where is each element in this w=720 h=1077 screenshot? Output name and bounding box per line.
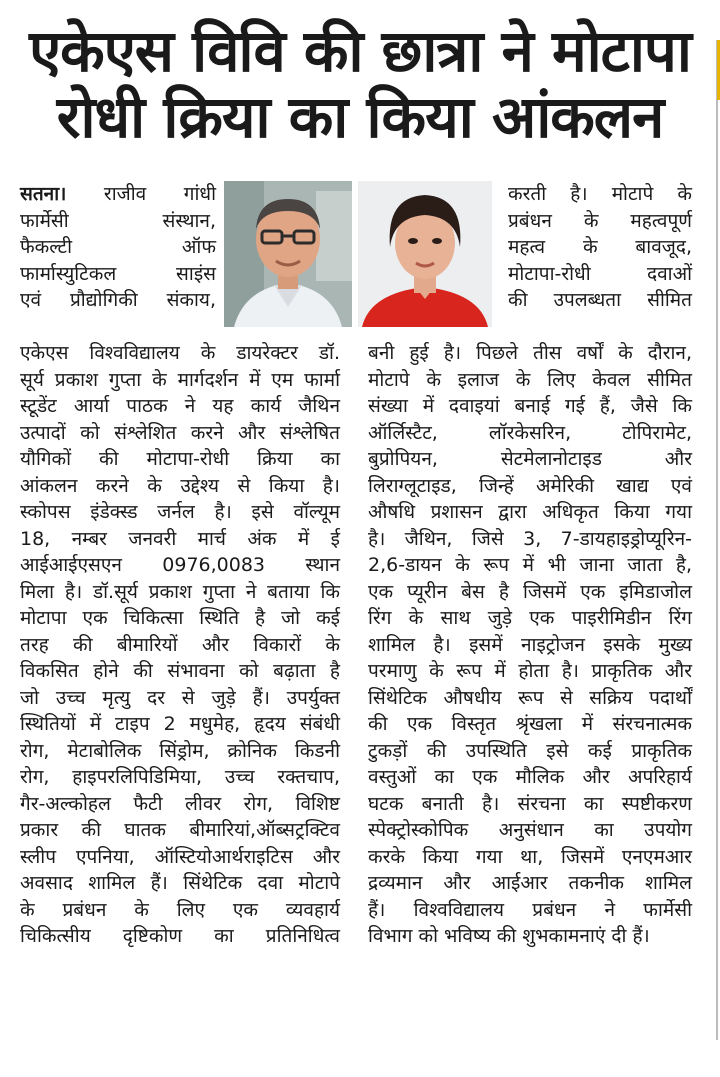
text-line: मिला है। डॉ.सूर्य प्रकाश गुप्ता ने बताया कि [20,580,340,603]
text-line: मोटापा-रोधी दवाओं [508,262,692,285]
text-line: जो उच्च मृत्यु दर से जुड़े हैं। उपर्युक्त [20,686,340,709]
text-line: है। जैथिन, जिसे 3, 7-डायहाइड्रोप्यूरिन- [368,527,692,550]
text-line: फैकल्टी ऑफ [20,236,216,258]
text-line: अवसाद शामिल हैं। सिंथेटिक दवा मोटापे [20,872,340,894]
text-line: गैर-अल्कोहल फैटी लीवर रोग, विशिष्ट [20,792,340,815]
text-line: स्टूडेंट आर्या पाठक ने यह कार्य जैथिन [20,395,340,417]
text-line: यौगिकों की मोटापा-रोधी क्रिया का [20,448,340,470]
text-line: रोग, मेटाबोलिक सिंड्रोम, क्रोनिक किडनी [20,739,340,762]
text-line: प्रकार की घातक बीमारियां,ऑब्सट्रक्टिव [20,819,340,841]
text-line: बनी हुई है। पिछले तीस वर्षों के दौरान, [368,342,692,364]
text-line: स्पेक्ट्रोस्कोपिक अनुसंधान का उपयोग [368,819,692,841]
student-portrait-image [358,181,492,327]
article-column-right-top [508,181,692,314]
text-line: बुप्रोपियन, सेटमेलानोटाइड और [368,448,692,470]
text-line: एवं प्रौद्योगिकी संकाय, [20,289,216,311]
text-line: मोटापे के इलाज के लिए केवल सीमित [368,368,692,391]
column-rule [716,40,718,1040]
text-line: उत्पादों को संश्लेशित करने और संश्लेषित [20,421,340,444]
text-line: रिंग के साथ जुड़े एक पाइरीमिडीन रिंग [368,607,692,629]
text-line: विभाग को भविष्य की शुभकामनाएं दी हैं। [368,925,650,947]
text-line: हैं। विश्वविद्यालय प्रबंधन ने फार्मेसी [368,898,692,921]
text-line: सिंथेटिक औषधीय रूप से सक्रिय पदार्थों [368,686,692,709]
text-line: आईआईएसएन 0976,0083 स्थान [20,554,340,576]
text-line: एकेएस विश्वविद्यालय के डायरेक्टर डॉ. [20,342,340,364]
text-line: मोटापा एक चिकित्सा स्थिति है जो कई [20,607,340,629]
text-line: करती है। मोटापे के [508,183,692,205]
article-column-left [20,340,340,950]
text-line: स्कोपस इंडेक्स्ड जर्नल है। इसे वॉल्यूम [20,501,340,523]
text-line: परमाणु के रूप में होता है। प्राकृतिक और [368,660,692,682]
text-line: लिराग्लूटाइड, जिन्हें अमेरिकी खाद्य एवं [368,474,692,497]
headline-line-1: एकेएस विवि की छात्रा ने मोटापा [29,17,691,85]
text-line: स्लीप एपनिया, ऑस्टियोआर्थराइटिस और [20,845,340,868]
text-line: टुकड़ों की उपस्थिति इसे कई प्राकृतिक [368,739,692,762]
photo-student [358,181,492,327]
text-line: स्थितियों में टाइप 2 मधुमेह, हृदय संबंधी [20,713,340,735]
headline-line-2: रोधी क्रिया का किया आंकलन [56,83,664,151]
text-line: विकसित होने की संभावना को बढ़ाता है [20,660,340,682]
text-line: चिकित्सीय दृष्टिकोण का प्रतिनिधित्व [20,925,340,947]
text-line: फार्मास्युटिकल साइंस [20,262,216,285]
text-line: घटक बनाती है। संरचना का स्पष्टीकरण [368,792,692,815]
text-line: की एक विस्तृत श्रृंखला में संरचनात्मक [368,713,692,735]
photo-director [224,181,352,327]
text-line: तरह की बीमारियों और विकारों के [20,633,340,656]
article-column-right [368,340,692,950]
text-line: प्रबंधन के महत्वपूर्ण [508,209,692,232]
text-line: 18, नम्बर जनवरी मार्च अंक में ई [20,527,340,550]
text-line: 2,6-डायन के रूप में भी जाना जाता है, [368,554,692,576]
headline [0,18,720,150]
director-portrait-image [224,181,352,327]
text-line: सूर्य प्रकाश गुप्ता के मार्गदर्शन में एम फार्मा [20,368,340,391]
text-line: करके किया गया था, जिसमें एनएमआर [368,845,692,868]
text-line: आंकलन करने के उद्देश्य से किया है। [20,474,340,497]
text-line: द्रव्यमान और आईआर तकनीक शामिल [368,872,692,894]
text-line: औषधि प्रशासन द्वारा अधिकृत किया गया [368,501,692,523]
text-line: की उपलब्धता सीमित [508,289,692,311]
dateline: सतना। [20,183,67,205]
text-line: महत्व के बावजूद, [508,236,692,258]
text-line: संख्या में दवाइयां बनाई गई हैं, जैसे कि [368,395,692,417]
article-column-left-top [20,181,216,314]
text-line: एक प्यूरीन बेस है जिसमें एक इमिडाजोल [368,580,692,603]
text-line: शामिल है। इसमें नाइट्रोजन इसके मुख्य [368,633,692,656]
text-line: सतना। राजीव गांधी [20,183,216,205]
text-line: रोग, हाइपरलिपिडिमिया, उच्च रक्तचाप, [20,766,340,788]
text-line: वस्तुओं का एक मौलिक और अपरिहार्य [368,766,692,788]
text-line: के प्रबंधन के लिए एक व्यवहार्य [20,898,340,921]
text-line: फार्मेसी संस्थान, [20,209,216,232]
text-line: ऑर्लिस्टैट, लॉरकेसरिन, टोपिरामेट, [368,421,692,444]
